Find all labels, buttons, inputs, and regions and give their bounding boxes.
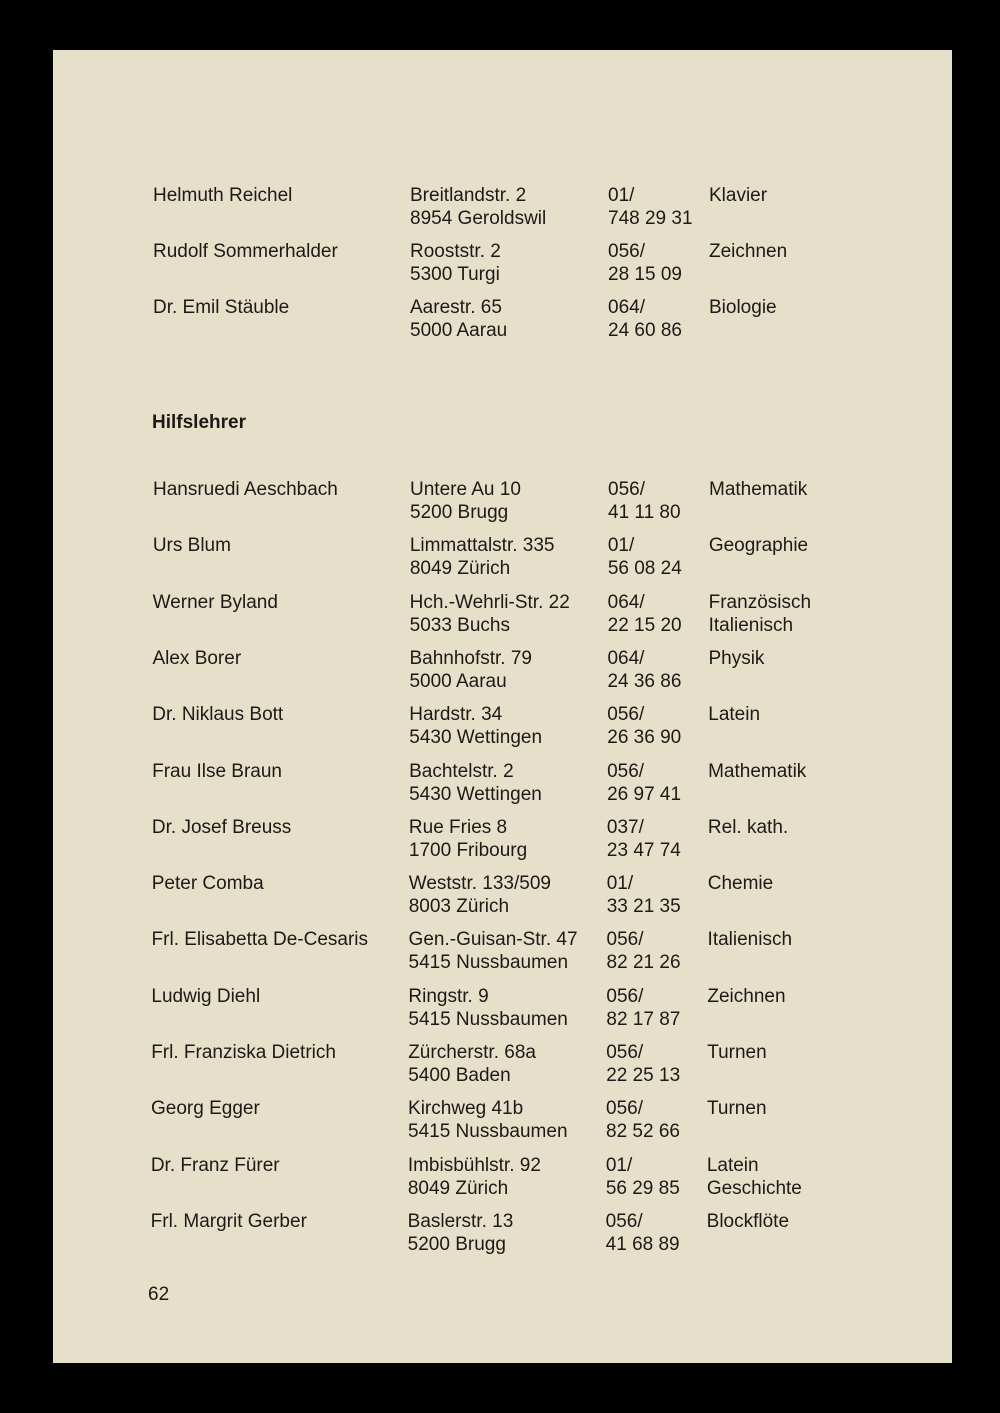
person-name: Dr. Josef Breuss [151, 816, 292, 838]
area-code: 01/ [608, 185, 635, 206]
entry-name [152, 760, 282, 783]
subject: Turnen [707, 1098, 767, 1120]
subject: Zeichnen [707, 985, 786, 1007]
person-name: Frl. Margrit Gerber [150, 1210, 307, 1232]
phone-number: 26 97 41 [607, 783, 682, 805]
entry-phone [606, 1041, 680, 1087]
phone-number: 41 11 80 [608, 502, 681, 523]
postal-city: 5033 Buchs [409, 614, 510, 636]
entry-subjects [708, 647, 764, 670]
entry-name [153, 296, 289, 319]
entry-phone [608, 296, 682, 342]
street-address: Breitlandstr. 2 [410, 185, 527, 206]
area-code: 056/ [608, 479, 645, 500]
entry-address [410, 184, 546, 230]
document-page [53, 50, 952, 1363]
area-code: 064/ [607, 647, 645, 669]
person-name: Frl. Franziska Dietrich [151, 1042, 336, 1063]
entry-subjects [708, 703, 760, 726]
phone-number: 82 17 87 [606, 1008, 681, 1030]
entry-phone [606, 985, 680, 1031]
subject: Italienisch [708, 614, 794, 636]
subject: Französisch [708, 591, 812, 613]
page-number: 62 [148, 1284, 170, 1305]
person-name: Georg Egger [151, 1098, 260, 1120]
street-address: Rue Fries 8 [408, 816, 508, 838]
area-code: 056/ [606, 1042, 644, 1063]
area-code: 064/ [608, 297, 645, 319]
postal-city: 8049 Zürich [409, 558, 511, 580]
entry-name [152, 703, 283, 726]
subject: Biologie [709, 297, 777, 319]
entry-name [152, 872, 264, 895]
entry-name [151, 985, 260, 1008]
entry-phone [608, 591, 682, 637]
subject: Geographie [708, 535, 809, 557]
entry-phone [606, 1097, 680, 1143]
area-code: 037/ [606, 816, 644, 838]
area-code: 056/ [606, 929, 644, 951]
street-address: Hch.-Wehrli-Str. 22 [409, 591, 570, 613]
person-name: Hansruedi Aeschbach [153, 479, 338, 500]
area-code: 056/ [606, 985, 644, 1007]
person-name: Frau Ilse Braun [152, 760, 282, 782]
postal-city: 8049 Zürich [407, 1177, 509, 1199]
person-name: Werner Byland [152, 591, 278, 613]
area-code: 01/ [605, 1154, 633, 1176]
entry-phone [606, 1210, 680, 1256]
entry-subjects [709, 478, 807, 501]
phone-number: 33 21 35 [606, 896, 681, 918]
phone-number: 22 15 20 [607, 614, 682, 636]
postal-city: 8003 Zürich [408, 896, 510, 918]
area-code: 056/ [607, 760, 645, 782]
entry-phone [607, 928, 681, 974]
person-name: Dr. Niklaus Bott [152, 704, 284, 726]
entry-name [152, 928, 368, 951]
entry-address [410, 534, 555, 580]
subject: Latein [706, 1154, 759, 1176]
subject: Klavier [709, 185, 768, 206]
entry-name [153, 184, 292, 207]
entry-subjects [709, 184, 767, 207]
entry-subjects [709, 534, 808, 557]
person-name: Helmuth Reichel [153, 185, 293, 206]
entry-subjects [707, 1041, 767, 1064]
phone-number: 28 15 09 [608, 264, 682, 286]
entry-address [408, 1041, 536, 1087]
entry-subjects [707, 1154, 802, 1200]
entry-name [151, 1041, 336, 1064]
person-name: Dr. Emil Stäuble [153, 297, 290, 319]
entry-address [408, 985, 568, 1031]
postal-city: 5200 Brugg [410, 502, 509, 523]
street-address: Bahnhofstr. 79 [409, 647, 532, 669]
entry-subjects [708, 928, 793, 951]
street-address: Untere Au 10 [410, 479, 521, 500]
street-address: Baslerstr. 13 [407, 1210, 514, 1232]
phone-number: 748 29 31 [608, 208, 693, 229]
entry-phone [606, 1154, 680, 1200]
entry-phone [607, 760, 681, 806]
area-code: 064/ [607, 591, 645, 613]
entry-address [409, 816, 527, 862]
section-heading: Hilfslehrer [152, 412, 246, 433]
entry-address [408, 1154, 541, 1200]
entry-address [408, 1210, 514, 1256]
entry-phone [608, 478, 681, 524]
entry-name [153, 534, 231, 557]
person-name: Peter Comba [151, 873, 264, 895]
entry-name [152, 647, 241, 670]
entry-name [153, 478, 338, 501]
street-address: Gen.-Guisan-Str. 47 [408, 929, 578, 951]
entry-name [153, 240, 338, 263]
entry-phone [608, 534, 682, 580]
phone-number: 56 08 24 [607, 558, 682, 580]
entry-address [409, 647, 532, 693]
postal-city: 8954 Geroldswil [410, 208, 547, 229]
street-address: Aarestr. 65 [410, 297, 502, 319]
entry-subjects [707, 1097, 767, 1120]
entry-address [409, 872, 551, 918]
street-address: Weststr. 133/509 [408, 873, 551, 895]
entry-address [410, 240, 501, 286]
subject: Blockflöte [706, 1210, 790, 1232]
person-name: Frl. Elisabetta De-Cesaris [151, 929, 368, 951]
entry-address [408, 1097, 568, 1143]
entry-address [410, 591, 570, 637]
entry-subjects [708, 816, 788, 839]
postal-city: 5400 Baden [408, 1065, 511, 1086]
entry-phone [608, 240, 682, 286]
area-code: 056/ [605, 1210, 643, 1232]
entry-name [152, 816, 291, 839]
entry-subjects [709, 240, 787, 263]
entry-name [151, 1210, 307, 1233]
entry-address [410, 296, 507, 342]
area-code: 056/ [606, 1098, 643, 1120]
entry-subjects [708, 872, 773, 895]
person-name: Rudolf Sommerhalder [153, 241, 338, 263]
postal-city: 5000 Aarau [410, 320, 508, 342]
street-address: Hardstr. 34 [409, 704, 503, 726]
entry-subjects [709, 296, 777, 319]
area-code: 01/ [607, 535, 635, 557]
person-name: Ludwig Diehl [151, 985, 261, 1007]
entry-address [409, 703, 542, 749]
subject: Physik [708, 647, 765, 669]
street-address: Ringstr. 9 [408, 985, 489, 1007]
subject: Mathematik [708, 760, 807, 782]
postal-city: 5000 Aarau [409, 670, 507, 692]
entry-name [151, 1097, 260, 1120]
entry-name [151, 1154, 280, 1177]
subject: Turnen [707, 1042, 767, 1063]
person-name: Urs Blum [152, 535, 231, 557]
subject: Chemie [707, 873, 774, 895]
postal-city: 5430 Wettingen [409, 783, 542, 805]
postal-city: 5415 Nussbaumen [408, 952, 569, 974]
street-address: Rooststr. 2 [410, 241, 501, 263]
entry-subjects [707, 1210, 789, 1233]
entry-subjects [707, 985, 785, 1008]
postal-city: 1700 Fribourg [408, 839, 528, 861]
phone-number: 22 25 13 [606, 1065, 681, 1086]
area-code: 056/ [608, 241, 645, 263]
person-name: Alex Borer [152, 647, 242, 669]
subject: Geschichte [706, 1177, 802, 1199]
phone-number: 23 47 74 [606, 839, 681, 861]
postal-city: 5200 Brugg [407, 1233, 506, 1255]
subject: Latein [708, 704, 761, 726]
street-address: Imbisbühlstr. 92 [407, 1154, 541, 1176]
entry-name [153, 591, 278, 614]
street-address: Limmattalstr. 335 [409, 535, 555, 557]
street-address: Bachtelstr. 2 [409, 760, 514, 782]
street-address: Zürcherstr. 68a [408, 1042, 536, 1063]
area-code: 01/ [606, 873, 634, 895]
entry-subjects [708, 760, 806, 783]
street-address: Kirchweg 41b [408, 1098, 524, 1120]
postal-city: 5430 Wettingen [409, 727, 543, 749]
area-code: 056/ [607, 704, 645, 726]
entry-address [410, 478, 521, 524]
entry-phone [608, 184, 693, 230]
postal-city: 5415 Nussbaumen [408, 1121, 568, 1143]
entry-phone [607, 872, 681, 918]
phone-number: 82 21 26 [606, 952, 681, 974]
person-name: Dr. Franz Fürer [150, 1154, 280, 1176]
phone-number: 24 60 86 [608, 320, 682, 342]
subject: Italienisch [707, 929, 793, 951]
entry-subjects [709, 591, 811, 637]
subject: Rel. kath. [707, 816, 789, 838]
phone-number: 56 29 85 [605, 1177, 680, 1199]
entry-phone [607, 647, 681, 693]
entry-address [409, 760, 542, 806]
postal-city: 5415 Nussbaumen [408, 1008, 568, 1030]
phone-number: 41 68 89 [605, 1233, 680, 1255]
subject: Zeichnen [709, 241, 788, 263]
phone-number: 82 52 66 [606, 1121, 680, 1143]
subject: Mathematik [709, 479, 808, 500]
postal-city: 5300 Turgi [410, 264, 500, 286]
entry-phone [607, 816, 681, 862]
phone-number: 26 36 90 [607, 727, 682, 749]
entry-phone [607, 703, 681, 749]
entry-address [409, 928, 578, 974]
phone-number: 24 36 86 [607, 670, 682, 692]
